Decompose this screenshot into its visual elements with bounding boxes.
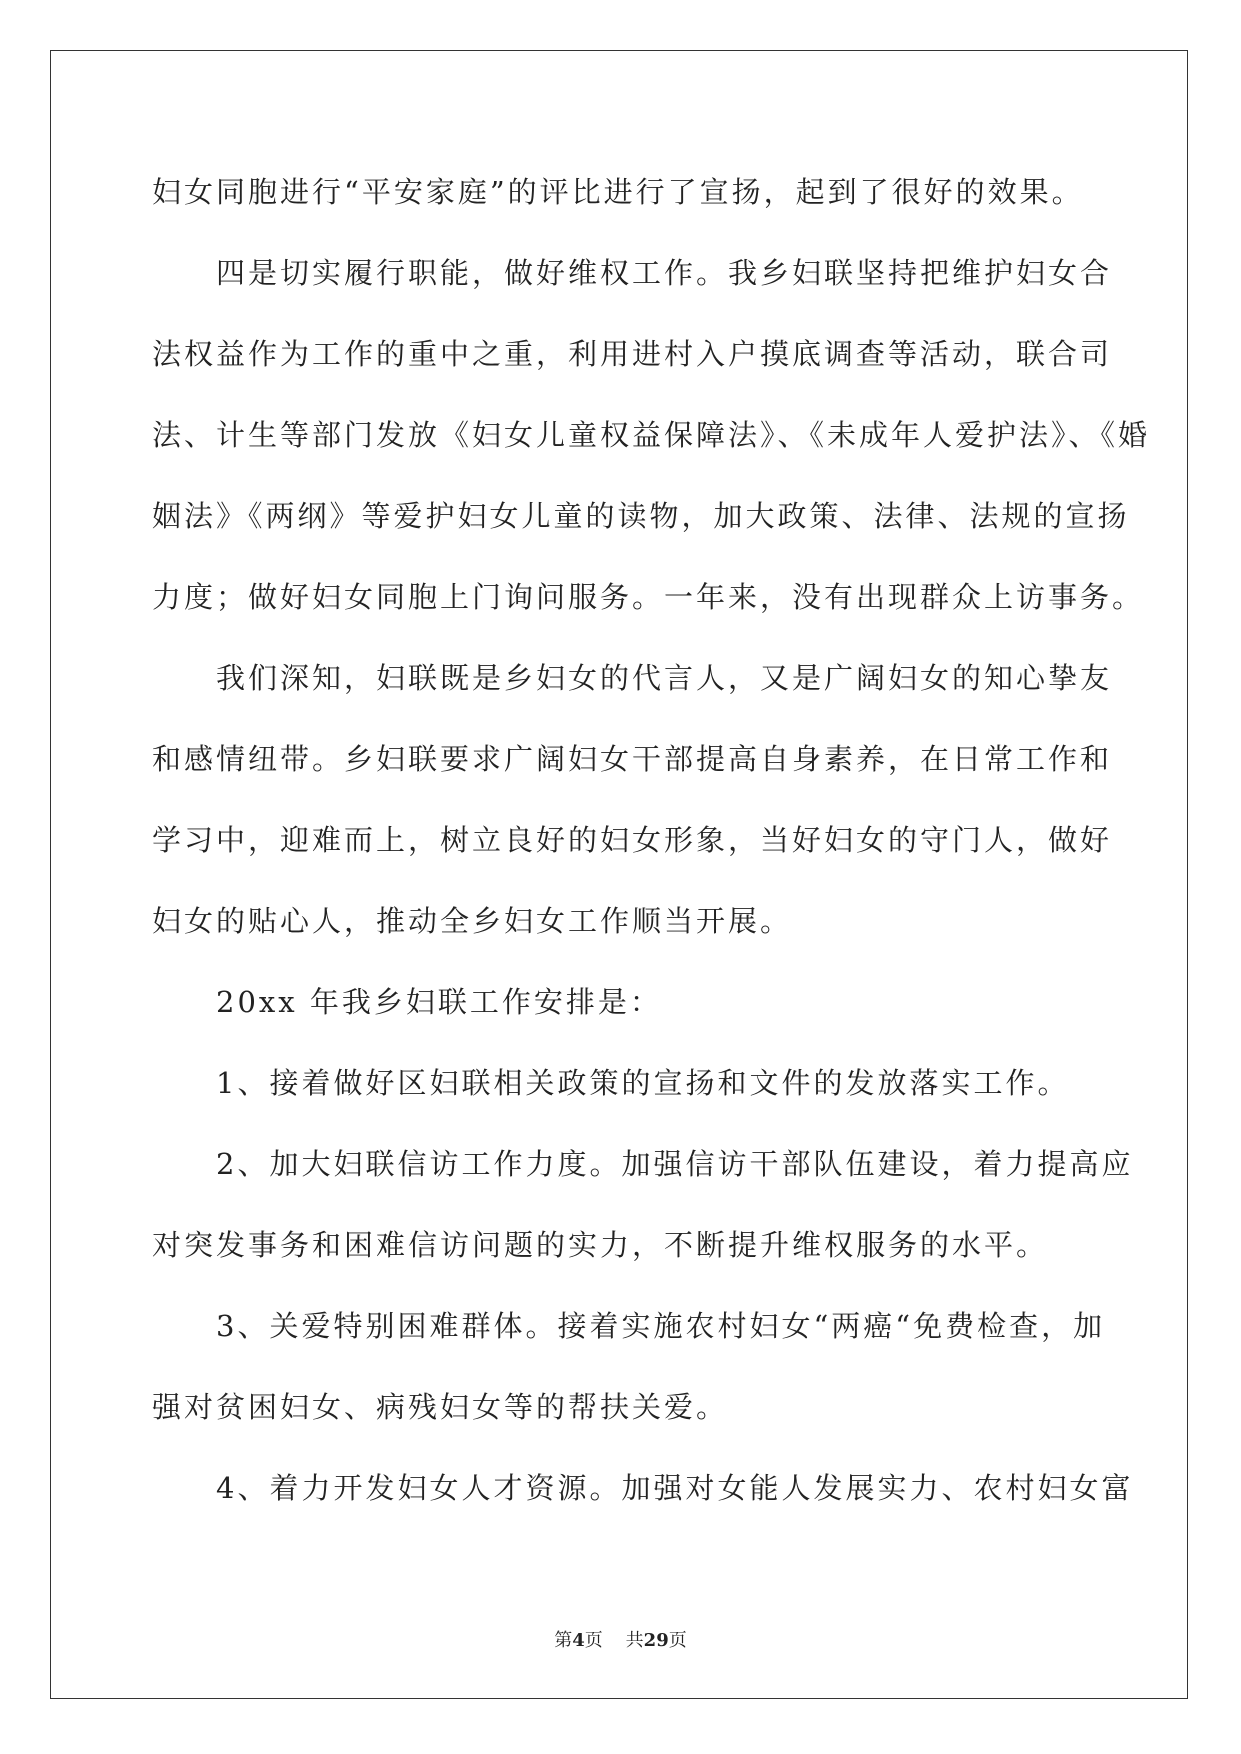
document-body xyxy=(152,162,1151,1539)
text-line-15: 3、关爱特别困难群体。接着实施农村妇女“两癌“免费检查，加 xyxy=(216,1309,1106,1343)
text-line-1: 妇女同胞进行“平安家庭”的评比进行了宣扬，起到了很好的效果。 xyxy=(152,175,1084,209)
total-suffix: 页 xyxy=(668,1630,687,1651)
text-line-10: 妇女的贴心人，推动全乡妇女工作顺当开展。 xyxy=(152,904,793,938)
text-line-16: 强对贫困妇女、病残妇女等的帮扶关爱。 xyxy=(152,1390,729,1424)
page-suffix: 页 xyxy=(584,1630,603,1651)
text-line-12: 1、接着做好区妇联相关政策的宣扬和文件的发放落实工作。 xyxy=(216,1066,1070,1100)
text-line-7: 我们深知，妇联既是乡妇女的代言人，又是广阔妇女的知心挚友 xyxy=(216,661,1113,695)
text-line-9: 学习中，迎难而上，树立良好的妇女形象，当好妇女的守门人，做好 xyxy=(152,823,1113,857)
total-prefix: 共 xyxy=(625,1630,644,1651)
page-number: 4 xyxy=(572,1630,585,1651)
total-pages: 29 xyxy=(643,1630,669,1651)
text-line-6: 力度；做好妇女同胞上门询问服务。一年来，没有出现群众上访事务。 xyxy=(152,580,1145,614)
text-line-8: 和感情纽带。乡妇联要求广阔妇女干部提高自身素养，在日常工作和 xyxy=(152,742,1113,776)
text-line-4: 法、计生等部门发放《妇女儿童权益保障法》、《未成年人爱护法》、《婚 xyxy=(152,418,1151,452)
text-line-13: 2、加大妇联信访工作力度。加强信访干部队伍建设，着力提高应 xyxy=(216,1147,1134,1181)
text-line-3: 法权益作为工作的重中之重，利用进村入户摸底调查等活动，联合司 xyxy=(152,337,1113,371)
text-line-17: 4、着力开发妇女人才资源。加强对女能人发展实力、农村妇女富 xyxy=(216,1471,1134,1505)
text-line-14: 对突发事务和困难信访问题的实力，不断提升维权服务的水平。 xyxy=(152,1228,1049,1262)
page-footer xyxy=(0,1626,1241,1652)
page-prefix: 第 xyxy=(554,1630,573,1651)
text-line-2: 四是切实履行职能，做好维权工作。我乡妇联坚持把维护妇女合 xyxy=(216,256,1113,290)
text-line-5: 姻法》《两纲》等爱护妇女儿童的读物，加大政策、法律、法规的宣扬 xyxy=(152,499,1130,533)
text-line-11: 20xx 年我乡妇联工作安排是： xyxy=(216,985,662,1019)
